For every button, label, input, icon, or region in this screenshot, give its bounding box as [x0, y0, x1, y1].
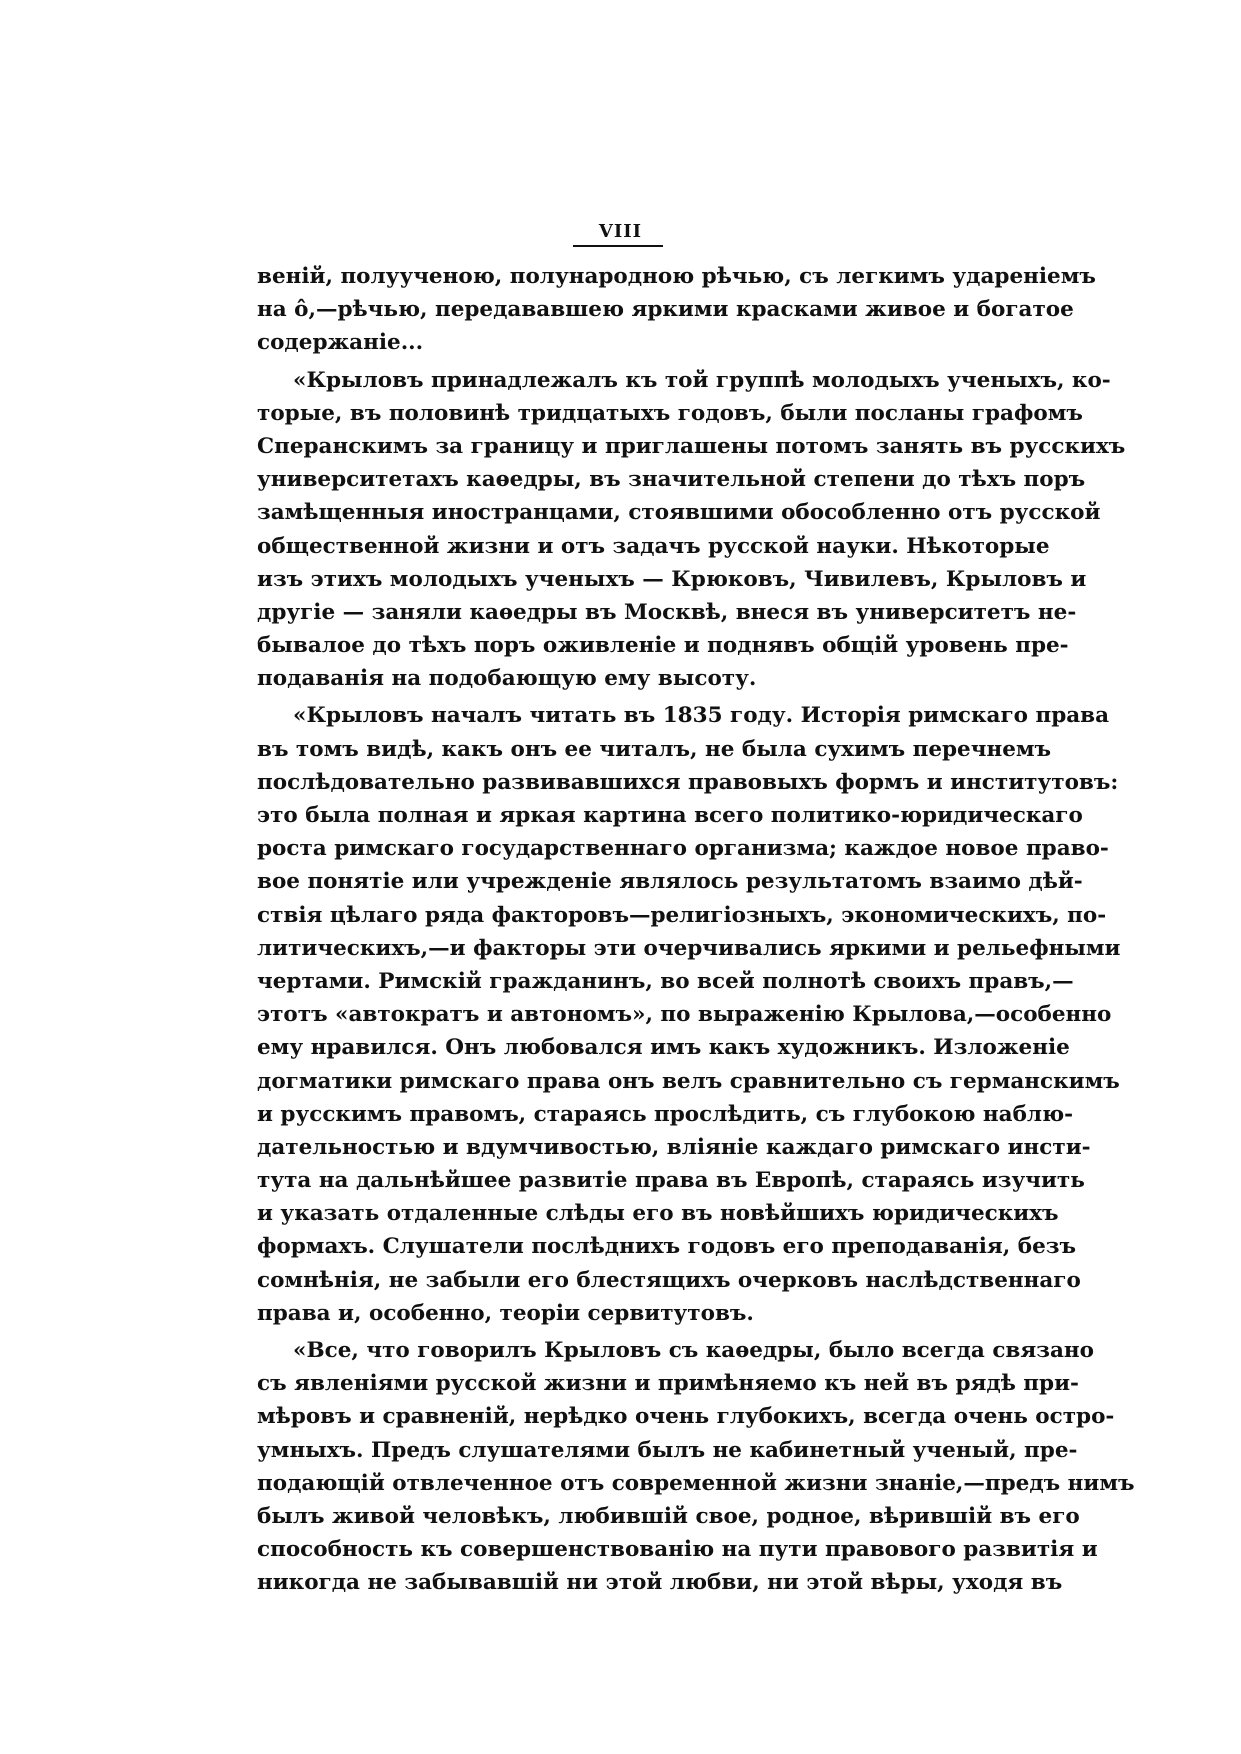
- text-line: дательностью и вдумчивостью, вліяніе каждаго римскаго инсти-: [257, 1134, 1091, 1160]
- text-line: роста римскаго государственнаго организма; каждое новое право-: [257, 836, 1109, 862]
- text-line: способность къ совершенствованію на пути правового развитія и: [257, 1537, 1098, 1563]
- text-line: ему нравился. Онъ любовался имъ какъ художникъ. Изложеніе: [257, 1035, 1070, 1061]
- text-line: вое понятіе или учрежденіе являлось результатомъ взаимо дѣй-: [257, 869, 1083, 895]
- text-line: догматики римскаго права онъ велъ сравнительно съ германскимъ: [257, 1068, 1120, 1094]
- text-line: общественной жизни и отъ задачъ русской науки. Нѣкоторые: [257, 533, 1050, 559]
- text-line: подаванія на подобающую ему высоту.: [257, 666, 757, 692]
- text-line: университетахъ каѳедры, въ значительной степени до тѣхъ поръ: [257, 467, 1086, 493]
- text-line: изъ этихъ молодыхъ ученыхъ — Крюковъ, Чивилевъ, Крыловъ и: [257, 566, 1087, 592]
- text-line: въ томъ видѣ, какъ онъ ее читалъ, не была сухимъ перечнемъ: [257, 736, 1052, 762]
- text-line: Сперанскимъ за границу и приглашены потомъ занять въ русскихъ: [257, 433, 1126, 459]
- text-line: содержаніе...: [257, 330, 424, 356]
- text-line: литическихъ,—и факторы эти очерчивались яркими и рельефными: [257, 935, 1121, 961]
- text-line: послѣдовательно развивавшихся правовыхъ формъ и институтовъ:: [257, 769, 1119, 795]
- text-line: бывалое до тѣхъ поръ оживленіе и поднявъ общій уровень пре-: [257, 633, 1069, 659]
- text-line: этотъ «автократъ и автономъ», по выраженію Крылова,—особенно: [257, 1002, 1112, 1028]
- text-line: это была полная и яркая картина всего политико-юридическаго: [257, 803, 1083, 828]
- text-line: чертами. Римскій гражданинъ, во всей полнотѣ своихъ правъ,—: [257, 968, 1074, 994]
- text-line: и указать отдаленные слѣды его въ новѣйшихъ юридическихъ: [257, 1201, 1059, 1227]
- paragraph: [257, 364, 1126, 696]
- paragraph: [257, 260, 1096, 360]
- text-line: ствія цѣлаго ряда факторовъ—религіозныхъ, экономическихъ, по-: [257, 902, 1107, 928]
- page-number: VIII: [598, 221, 643, 242]
- text-line: подающій отвлеченное отъ современной жизни знаніе,—предъ нимъ: [257, 1470, 1135, 1496]
- page-number-rule: [573, 245, 663, 247]
- text-line: никогда не забывавшій ни этой любви, ни этой вѣры, уходя въ: [257, 1570, 1063, 1596]
- text-line: торые, въ половинѣ тридцатыхъ годовъ, были посланы графомъ: [257, 400, 1083, 426]
- text-line: умныхъ. Предъ слушателями былъ не кабинетный ученый, пре-: [257, 1437, 1078, 1463]
- text-line: мѣровъ и сравненій, нерѣдко очень глубокихъ, всегда очень остро-: [257, 1404, 1115, 1430]
- text-line: «Крыловъ началъ читать въ 1835 году. Исторія римскаго права: [293, 703, 1110, 729]
- text-line: и русскимъ правомъ, стараясь прослѣдить, съ глубокою наблю-: [257, 1101, 1074, 1127]
- text-line: съ явленіями русской жизни и примѣняемо къ ней въ рядѣ при-: [257, 1371, 1079, 1397]
- text-line: веній, полуученою, полународною рѣчью, съ легкимъ удареніемъ: [257, 264, 1096, 289]
- text-line: «Все, что говорилъ Крыловъ съ каѳедры, было всегда связано: [293, 1338, 1094, 1363]
- text-line: сомнѣнія, не забыли его блестящихъ очерковъ наслѣдственнаго: [257, 1267, 1081, 1293]
- text-line: тута на дальнѣйшее развитіе права въ Европѣ, стараясь изучить: [257, 1168, 1085, 1194]
- paragraph: [257, 699, 1121, 1330]
- text-line: формахъ. Слушатели послѣднихъ годовъ его преподаванія, безъ: [257, 1234, 1076, 1260]
- text-line: на ô,—рѣчью, передававшею яркими красками живое и богатое: [257, 297, 1074, 323]
- text-line: «Крыловъ принадлежалъ къ той группѣ молодыхъ ученыхъ, ко-: [293, 367, 1111, 393]
- text-line: другіе — заняли каѳедры въ Москвѣ, внеся въ университетъ не-: [257, 599, 1077, 625]
- body-text: [257, 260, 1135, 1600]
- text-line: права и, особенно, теоріи сервитутовъ.: [257, 1300, 754, 1326]
- paragraph: [257, 1334, 1135, 1600]
- text-line: замѣщенныя иностранцами, стоявшими обособленно отъ русской: [257, 500, 1101, 526]
- text-line: былъ живой человѣкъ, любившій свое, родное, вѣрившій въ его: [257, 1503, 1080, 1529]
